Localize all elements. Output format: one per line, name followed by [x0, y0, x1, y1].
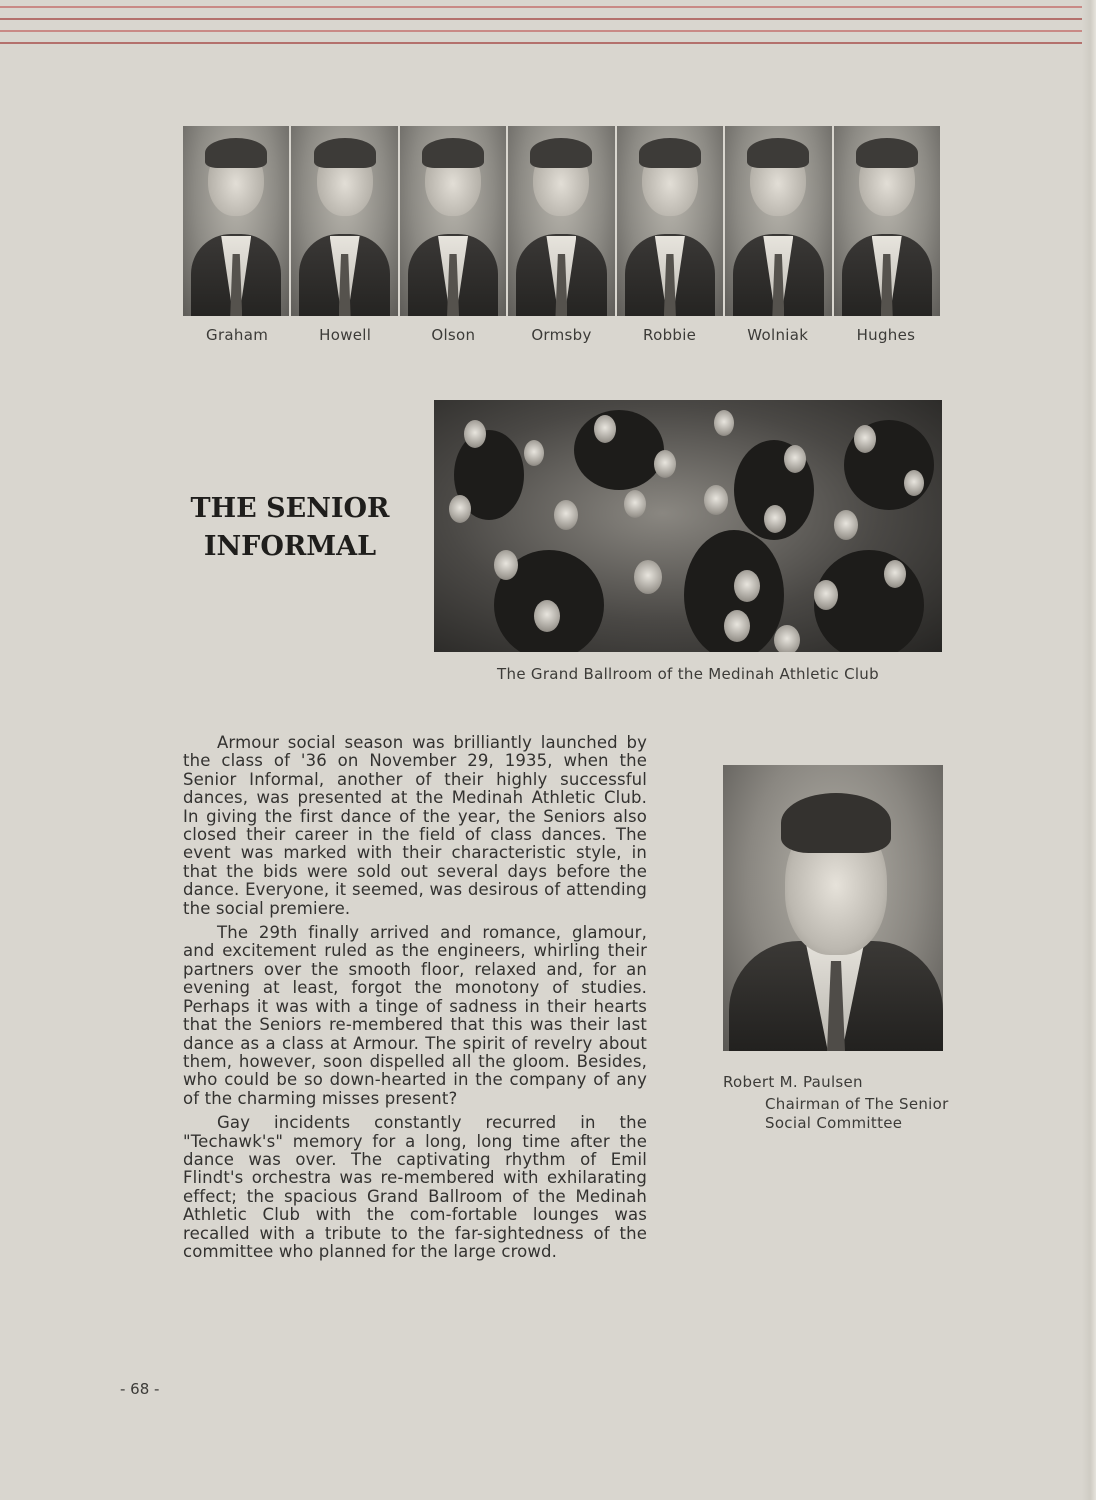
article-paragraph: Gay incidents constantly recurred in the "Techawk's" memory for a long, long time after the dance was over. The captivating rhythm of Emil Flindt's orchestra was re-membered with exhilarating effect; the spacious Grand Ballroom of the Medinah Athletic Club with the com-fortable lounges was recalled with a tribute to the far-sightedness of the committee who planned for the large crowd. [183, 1113, 647, 1261]
ballroom-photo [434, 400, 942, 652]
portrait-name: Olson [431, 326, 476, 344]
portrait-name: Graham [206, 326, 269, 344]
portrait-name: Robbie [643, 326, 697, 344]
article-body [183, 734, 647, 1267]
section-title-line: THE SENIOR [190, 493, 390, 524]
portrait-photo-hughes [834, 126, 940, 316]
portrait-name: Ormsby [531, 326, 592, 344]
portrait-name: Hughes [856, 326, 916, 344]
section-title [180, 490, 400, 566]
portrait-photo-ormsby [508, 126, 614, 316]
ballroom-caption: The Grand Ballroom of the Medinah Athletic Club [497, 665, 879, 683]
header-rules [0, 0, 1096, 48]
section-title-line: INFORMAL [203, 531, 377, 562]
rule-line [0, 30, 1096, 32]
page-edge [1082, 0, 1096, 1500]
rule-line [0, 42, 1096, 44]
portrait-photo-robbie [617, 126, 723, 316]
portrait-photo-olson [400, 126, 506, 316]
portrait-name: Wolniak [747, 326, 809, 344]
rule-line [0, 18, 1096, 20]
chairman-photo [723, 765, 943, 1051]
article-paragraph: The 29th finally arrived and romance, glamour, and excitement ruled as the engineers, whirling their partners over the smooth floor, relaxed and, for an evening at least, forgot the monotony of studies. Perhaps it was with a tinge of sadness in their hearts that the Seniors re-membered that this was their last dance as a class at Armour. The spirit of revelry about them, however, soon dispelled all the gloom. Besides, who could be so down-hearted in the company of any of the charming misses present? [183, 923, 647, 1108]
portrait-names [183, 326, 940, 344]
rule-line [0, 6, 1096, 8]
chairman-title-line: Chairman of The Senior [765, 1095, 949, 1113]
portrait-name: Howell [319, 326, 372, 344]
portrait-strip [183, 126, 940, 316]
chairman-name: Robert M. Paulsen [723, 1073, 863, 1091]
page-number: - 68 - [120, 1380, 160, 1398]
article-paragraph: Armour social season was brilliantly launched by the class of '36 on November 29, 1935, when the Senior Informal, another of their highly successful dances, was presented at the Medinah Athletic Club. In giving the first dance of the year, the Seniors also closed their career in the field of class dances. The event was marked with their characteristic style, in that the bids were sold out several days before the dance. Everyone, it seemed, was desirous of attending the social premiere. [183, 733, 647, 918]
portrait-photo-wolniak [725, 126, 831, 316]
portrait-photo-graham [183, 126, 289, 316]
chairman-title [765, 1095, 949, 1133]
portrait-photo-howell [291, 126, 397, 316]
chairman-title-line: Social Committee [765, 1114, 903, 1132]
